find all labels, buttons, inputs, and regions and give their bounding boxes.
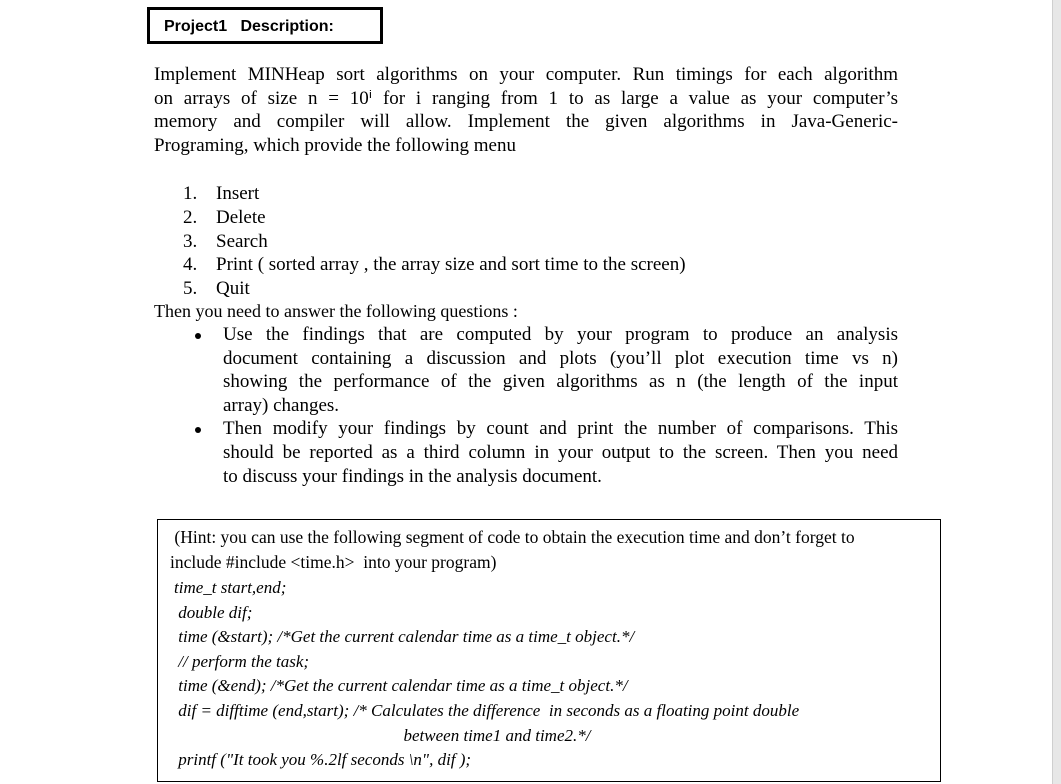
menu-item	[183, 277, 686, 301]
menu-item-number: 1.	[183, 183, 198, 204]
bullet-icon	[190, 417, 223, 488]
menu-item	[183, 230, 686, 254]
page-edge	[1052, 0, 1061, 784]
question-text	[223, 417, 898, 488]
question-line: document containing a discussion and plots (you’ll plot execution time vs n)	[223, 347, 898, 369]
question-line: array) changes.	[223, 394, 340, 416]
code-line: printf ("It took you %.2lf seconds \n", dif );	[174, 750, 472, 770]
menu-item-number: 5.	[183, 278, 198, 300]
code-line: // perform the task;	[174, 651, 310, 671]
question-line: to discuss your findings in the analysis document.	[223, 465, 602, 487]
code-line: double dif;	[174, 602, 253, 622]
questions-intro: Then you need to answer the following questions :	[154, 301, 518, 321]
code-line: time (&start); /*Get the current calendar time as a time_t object.*/	[174, 627, 635, 647]
menu-item	[183, 182, 686, 206]
menu-item	[183, 253, 686, 277]
intro-line: memory and compiler will allow. Implement the given algorithms in Java-Generic-	[154, 111, 898, 133]
intro-line: Programing, which provide the following menu	[154, 134, 516, 156]
intro-line: on arrays of size n = 10ⁱ for i ranging from 1 to as large a value as your computer’s	[154, 87, 898, 109]
menu-item-number: 3.	[183, 230, 198, 252]
intro-paragraph	[154, 63, 898, 157]
hint-text	[170, 525, 855, 574]
menu-item-label: Quit	[216, 278, 250, 300]
question-item	[190, 417, 898, 488]
hint-line: (Hint: you can use the following segment of code to obtain the execution time and don’t forget to	[170, 527, 855, 547]
bullet-icon	[190, 323, 223, 417]
intro-line: Implement MINHeap sort algorithms on your computer. Run timings for each algorithm	[154, 64, 898, 85]
question-line: Then modify your findings by count and print the number of comparisons. This	[223, 418, 898, 440]
questions-list	[190, 323, 898, 488]
code-line: time_t start,end;	[174, 578, 287, 597]
menu-item	[183, 206, 686, 230]
menu-item-label: Search	[216, 230, 268, 252]
question-item	[190, 323, 898, 417]
menu-item-number: 4.	[183, 254, 198, 276]
menu-item-label: Delete	[216, 206, 266, 228]
menu-list	[183, 182, 686, 301]
menu-item-label: Insert	[216, 183, 260, 204]
hint-line: include #include <time.h> into your program)	[170, 551, 497, 572]
question-line: showing the performance of the given algorithms as n (the length of the input	[223, 371, 898, 393]
code-line: dif = difftime (end,start); /* Calculates the difference in seconds as a floating point double	[174, 700, 800, 720]
code-line: time (&end); /*Get the current calendar time as a time_t object.*/	[174, 676, 628, 696]
menu-item-label: Print ( sorted array , the array size and sort time to the screen)	[216, 254, 686, 276]
menu-item-number: 2.	[183, 206, 198, 228]
code-line: between time1 and time2.*/	[174, 725, 591, 745]
question-text	[223, 323, 898, 417]
question-line: Use the findings that are computed by your program to produce an analysis	[223, 324, 898, 345]
code-snippet	[174, 576, 799, 773]
question-line: should be reported as a third column in your output to the screen. Then you need	[223, 441, 898, 463]
page-title: Project1 Description:	[147, 7, 383, 44]
